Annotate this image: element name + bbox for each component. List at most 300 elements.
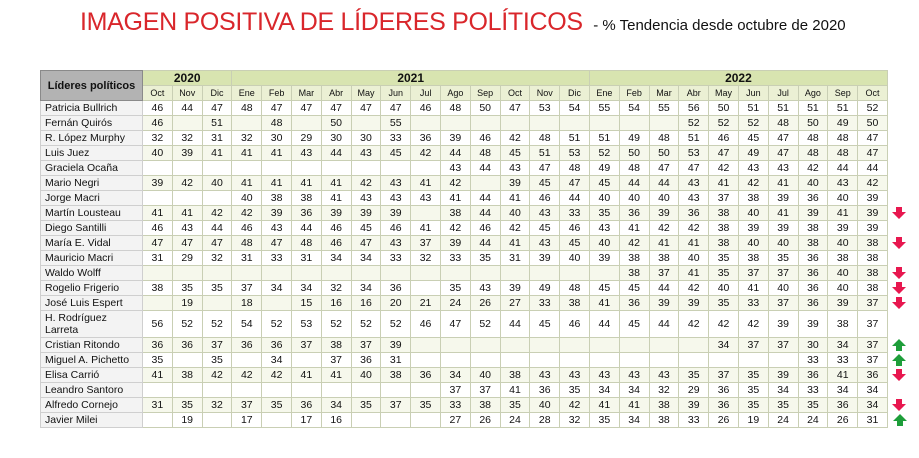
month-header: Ene <box>589 86 619 101</box>
value-cell: 54 <box>232 311 262 338</box>
value-cell: 44 <box>649 281 679 296</box>
value-cell: 39 <box>262 206 292 221</box>
value-cell: 43 <box>262 221 292 236</box>
table-row <box>41 338 912 353</box>
leader-name: Miguel A. Pichetto <box>41 353 143 368</box>
value-cell: 33 <box>440 398 470 413</box>
value-cell <box>560 116 590 131</box>
value-cell: 52 <box>679 116 709 131</box>
value-cell: 45 <box>738 131 768 146</box>
value-cell: 55 <box>589 101 619 116</box>
value-cell: 41 <box>411 221 441 236</box>
value-cell <box>470 176 500 191</box>
value-cell: 35 <box>709 266 739 281</box>
value-cell: 37 <box>470 383 500 398</box>
value-cell <box>679 353 709 368</box>
month-header: Dic <box>202 86 232 101</box>
value-cell: 30 <box>351 131 381 146</box>
value-cell: 36 <box>679 206 709 221</box>
value-cell <box>262 413 292 428</box>
value-cell: 38 <box>858 281 888 296</box>
value-cell: 18 <box>232 296 262 311</box>
value-cell: 32 <box>232 131 262 146</box>
value-cell: 39 <box>798 206 828 221</box>
value-cell: 35 <box>738 368 768 383</box>
value-cell: 41 <box>321 368 351 383</box>
trend-empty <box>887 311 911 338</box>
value-cell: 46 <box>232 221 262 236</box>
value-cell: 47 <box>172 236 202 251</box>
value-cell: 42 <box>709 311 739 338</box>
value-cell: 37 <box>738 266 768 281</box>
value-cell <box>560 338 590 353</box>
value-cell: 36 <box>709 398 739 413</box>
value-cell: 37 <box>232 398 262 413</box>
value-cell: 37 <box>858 296 888 311</box>
value-cell: 53 <box>291 311 321 338</box>
value-cell <box>143 191 173 206</box>
value-cell <box>470 353 500 368</box>
value-cell: 41 <box>500 383 530 398</box>
value-cell <box>411 338 441 353</box>
table-row <box>41 296 912 311</box>
value-cell: 37 <box>411 236 441 251</box>
value-cell <box>411 353 441 368</box>
value-cell: 45 <box>560 236 590 251</box>
value-cell: 39 <box>381 206 411 221</box>
value-cell: 37 <box>709 191 739 206</box>
month-header: Oct <box>143 86 173 101</box>
value-cell: 41 <box>202 146 232 161</box>
value-cell: 36 <box>828 398 858 413</box>
value-cell: 37 <box>440 383 470 398</box>
value-cell: 43 <box>619 368 649 383</box>
value-cell: 41 <box>589 398 619 413</box>
leader-name: José Luis Espert <box>41 296 143 311</box>
value-cell: 51 <box>828 101 858 116</box>
value-cell: 31 <box>381 353 411 368</box>
value-cell: 33 <box>828 353 858 368</box>
value-cell: 51 <box>560 131 590 146</box>
value-cell: 41 <box>828 368 858 383</box>
trend-empty <box>887 161 911 176</box>
leader-name: Luis Juez <box>41 146 143 161</box>
value-cell: 20 <box>381 296 411 311</box>
value-cell: 37 <box>321 353 351 368</box>
value-cell: 46 <box>321 221 351 236</box>
value-cell: 29 <box>172 251 202 266</box>
value-cell: 43 <box>470 281 500 296</box>
value-cell: 41 <box>321 176 351 191</box>
value-cell: 41 <box>440 191 470 206</box>
value-cell: 48 <box>560 281 590 296</box>
value-cell: 38 <box>798 221 828 236</box>
value-cell: 44 <box>589 311 619 338</box>
value-cell: 38 <box>738 251 768 266</box>
value-cell <box>470 116 500 131</box>
value-cell <box>470 266 500 281</box>
value-cell: 55 <box>649 101 679 116</box>
value-cell: 40 <box>768 236 798 251</box>
leader-name: Elisa Carrió <box>41 368 143 383</box>
value-cell: 27 <box>500 296 530 311</box>
trend-header-spacer <box>887 71 911 86</box>
month-header: Feb <box>262 86 292 101</box>
value-cell <box>262 296 292 311</box>
value-cell: 39 <box>679 296 709 311</box>
month-header: Feb <box>619 86 649 101</box>
value-cell <box>649 338 679 353</box>
leader-name: Leandro Santoro <box>41 383 143 398</box>
leaders-table <box>40 70 912 428</box>
leader-name: Rogelio Frigerio <box>41 281 143 296</box>
value-cell: 38 <box>321 338 351 353</box>
value-cell: 50 <box>619 146 649 161</box>
value-cell: 34 <box>828 338 858 353</box>
value-cell: 43 <box>530 236 560 251</box>
value-cell: 48 <box>560 161 590 176</box>
month-header: Sep <box>828 86 858 101</box>
trend-down-icon <box>887 368 911 383</box>
leader-name: Graciela Ocaña <box>41 161 143 176</box>
value-cell: 40 <box>649 191 679 206</box>
value-cell: 39 <box>768 191 798 206</box>
value-cell: 46 <box>470 221 500 236</box>
value-cell: 26 <box>709 413 739 428</box>
value-cell: 35 <box>738 398 768 413</box>
value-cell: 43 <box>649 368 679 383</box>
value-cell: 41 <box>262 146 292 161</box>
month-header: Oct <box>500 86 530 101</box>
value-cell: 44 <box>500 311 530 338</box>
value-cell <box>321 266 351 281</box>
value-cell: 41 <box>768 206 798 221</box>
value-cell: 39 <box>589 251 619 266</box>
value-cell: 47 <box>351 101 381 116</box>
trend-down-icon <box>887 236 911 251</box>
month-header: Jun <box>381 86 411 101</box>
value-cell: 21 <box>411 296 441 311</box>
value-cell: 41 <box>143 206 173 221</box>
value-cell: 33 <box>798 383 828 398</box>
value-cell <box>143 296 173 311</box>
value-cell: 44 <box>858 161 888 176</box>
value-cell: 48 <box>798 131 828 146</box>
month-header: Abr <box>321 86 351 101</box>
value-cell: 39 <box>500 281 530 296</box>
value-cell <box>172 266 202 281</box>
value-cell: 41 <box>589 296 619 311</box>
value-cell: 35 <box>589 206 619 221</box>
value-cell: 38 <box>143 281 173 296</box>
value-cell: 43 <box>589 368 619 383</box>
value-cell: 46 <box>143 221 173 236</box>
value-cell: 46 <box>411 101 441 116</box>
page-subtitle: - % Tendencia desde octubre de 2020 <box>593 17 846 34</box>
value-cell <box>232 161 262 176</box>
value-cell: 38 <box>649 413 679 428</box>
value-cell: 33 <box>738 296 768 311</box>
value-cell: 40 <box>619 191 649 206</box>
value-cell: 46 <box>411 311 441 338</box>
value-cell: 37 <box>351 338 381 353</box>
value-cell <box>351 266 381 281</box>
value-cell: 47 <box>649 161 679 176</box>
value-cell: 39 <box>172 146 202 161</box>
value-cell <box>679 338 709 353</box>
value-cell: 38 <box>709 206 739 221</box>
value-cell: 48 <box>232 236 262 251</box>
month-header: May <box>709 86 739 101</box>
value-cell: 45 <box>589 176 619 191</box>
value-cell: 53 <box>679 146 709 161</box>
value-cell <box>351 116 381 131</box>
value-cell: 31 <box>143 251 173 266</box>
value-cell: 43 <box>679 191 709 206</box>
value-cell: 39 <box>381 338 411 353</box>
value-cell: 47 <box>500 101 530 116</box>
value-cell: 52 <box>858 101 888 116</box>
value-cell: 50 <box>321 116 351 131</box>
value-cell: 46 <box>143 116 173 131</box>
value-cell: 27 <box>440 413 470 428</box>
trend-down-icon <box>887 281 911 296</box>
value-cell: 47 <box>381 101 411 116</box>
value-cell <box>649 353 679 368</box>
value-cell: 41 <box>232 146 262 161</box>
table-row <box>41 353 912 368</box>
value-cell: 37 <box>738 338 768 353</box>
value-cell: 39 <box>828 296 858 311</box>
value-cell: 40 <box>589 236 619 251</box>
value-cell: 47 <box>351 236 381 251</box>
value-cell: 42 <box>440 176 470 191</box>
value-cell: 48 <box>619 161 649 176</box>
value-cell: 39 <box>858 206 888 221</box>
value-cell: 44 <box>649 176 679 191</box>
value-cell: 37 <box>232 281 262 296</box>
value-cell: 35 <box>709 296 739 311</box>
title-block <box>80 8 846 37</box>
value-cell: 35 <box>560 383 590 398</box>
value-cell: 36 <box>619 206 649 221</box>
value-cell: 44 <box>440 146 470 161</box>
value-cell: 34 <box>321 398 351 413</box>
value-cell: 44 <box>828 161 858 176</box>
value-cell: 46 <box>560 311 590 338</box>
value-cell: 36 <box>411 368 441 383</box>
value-cell: 32 <box>321 281 351 296</box>
value-cell: 42 <box>172 176 202 191</box>
value-cell: 41 <box>738 281 768 296</box>
value-cell: 39 <box>440 236 470 251</box>
value-cell: 37 <box>768 266 798 281</box>
value-cell: 50 <box>709 101 739 116</box>
value-cell: 40 <box>143 146 173 161</box>
leader-name: Alfredo Cornejo <box>41 398 143 413</box>
arrow-down-icon <box>891 369 907 381</box>
value-cell: 30 <box>262 131 292 146</box>
value-cell: 33 <box>679 413 709 428</box>
value-cell: 16 <box>351 296 381 311</box>
value-cell <box>560 353 590 368</box>
value-cell: 41 <box>172 206 202 221</box>
value-cell: 41 <box>500 236 530 251</box>
value-cell: 39 <box>768 368 798 383</box>
value-cell: 36 <box>858 368 888 383</box>
value-cell: 39 <box>798 311 828 338</box>
value-cell: 41 <box>619 398 649 413</box>
value-cell: 54 <box>560 101 590 116</box>
value-cell: 45 <box>619 281 649 296</box>
value-cell <box>202 383 232 398</box>
value-cell: 43 <box>381 191 411 206</box>
value-cell: 34 <box>262 353 292 368</box>
table-row <box>41 146 912 161</box>
value-cell <box>172 116 202 131</box>
arrow-down-icon <box>891 207 907 219</box>
value-cell: 39 <box>828 221 858 236</box>
trend-empty <box>887 101 911 116</box>
leader-name: Patricia Bullrich <box>41 101 143 116</box>
month-header: Ene <box>232 86 262 101</box>
table-row <box>41 368 912 383</box>
value-cell <box>172 191 202 206</box>
value-cell: 34 <box>828 383 858 398</box>
value-cell: 42 <box>500 221 530 236</box>
value-cell: 36 <box>798 266 828 281</box>
value-cell: 32 <box>172 131 202 146</box>
value-cell: 44 <box>470 236 500 251</box>
value-cell <box>470 338 500 353</box>
value-cell: 37 <box>291 338 321 353</box>
value-cell: 42 <box>738 311 768 338</box>
value-cell: 42 <box>560 398 590 413</box>
value-cell <box>202 191 232 206</box>
trend-empty <box>887 176 911 191</box>
value-cell: 38 <box>709 221 739 236</box>
table-row <box>41 398 912 413</box>
value-cell: 34 <box>291 281 321 296</box>
value-cell: 24 <box>500 413 530 428</box>
trend-down-icon <box>887 266 911 281</box>
value-cell: 47 <box>768 146 798 161</box>
value-cell: 47 <box>709 146 739 161</box>
value-cell: 47 <box>560 176 590 191</box>
value-cell: 36 <box>619 296 649 311</box>
value-cell <box>202 296 232 311</box>
value-cell: 36 <box>232 338 262 353</box>
value-cell: 41 <box>291 368 321 383</box>
value-cell <box>589 266 619 281</box>
value-cell <box>500 353 530 368</box>
trend-empty <box>887 116 911 131</box>
value-cell: 17 <box>291 413 321 428</box>
value-cell: 36 <box>291 206 321 221</box>
value-cell: 33 <box>798 353 828 368</box>
value-cell <box>381 413 411 428</box>
leader-name: Waldo Wolff <box>41 266 143 281</box>
table-row <box>41 191 912 206</box>
value-cell: 43 <box>411 191 441 206</box>
value-cell: 36 <box>351 353 381 368</box>
value-cell: 45 <box>381 146 411 161</box>
value-cell: 33 <box>381 251 411 266</box>
value-cell: 36 <box>798 296 828 311</box>
value-cell: 42 <box>858 176 888 191</box>
value-cell: 33 <box>440 251 470 266</box>
value-cell: 34 <box>589 383 619 398</box>
value-cell: 47 <box>768 131 798 146</box>
value-cell: 34 <box>440 368 470 383</box>
value-cell: 40 <box>828 266 858 281</box>
value-cell: 42 <box>411 146 441 161</box>
value-cell: 32 <box>202 398 232 413</box>
value-cell: 40 <box>828 236 858 251</box>
trend-up-icon <box>887 353 911 368</box>
value-cell: 31 <box>500 251 530 266</box>
value-cell: 37 <box>858 338 888 353</box>
leader-name: H. Rodríguez Larreta <box>41 311 143 338</box>
corner-label: Líderes políticos <box>41 71 143 101</box>
value-cell: 43 <box>589 221 619 236</box>
value-cell: 52 <box>321 311 351 338</box>
value-cell: 40 <box>709 281 739 296</box>
month-header: Nov <box>172 86 202 101</box>
value-cell <box>411 161 441 176</box>
value-cell: 53 <box>560 146 590 161</box>
table-row <box>41 266 912 281</box>
value-cell: 48 <box>470 146 500 161</box>
table-row <box>41 383 912 398</box>
value-cell: 38 <box>649 398 679 413</box>
value-cell <box>202 161 232 176</box>
value-cell: 42 <box>440 221 470 236</box>
leader-name: Martín Lousteau <box>41 206 143 221</box>
value-cell: 45 <box>619 311 649 338</box>
value-cell: 31 <box>202 131 232 146</box>
value-cell: 38 <box>619 266 649 281</box>
value-cell: 52 <box>709 116 739 131</box>
arrow-up-icon <box>891 339 907 351</box>
value-cell: 35 <box>202 353 232 368</box>
value-cell: 47 <box>202 236 232 251</box>
value-cell <box>232 383 262 398</box>
value-cell: 29 <box>291 131 321 146</box>
trend-down-icon <box>887 206 911 221</box>
value-cell <box>619 353 649 368</box>
value-cell: 40 <box>828 191 858 206</box>
value-cell: 33 <box>262 251 292 266</box>
value-cell: 36 <box>143 338 173 353</box>
value-cell: 43 <box>381 236 411 251</box>
value-cell: 41 <box>649 236 679 251</box>
value-cell: 43 <box>351 191 381 206</box>
value-cell: 49 <box>589 161 619 176</box>
value-cell: 38 <box>470 398 500 413</box>
value-cell: 38 <box>709 236 739 251</box>
value-cell: 42 <box>679 281 709 296</box>
value-cell: 34 <box>351 251 381 266</box>
value-cell <box>500 338 530 353</box>
value-cell: 35 <box>172 281 202 296</box>
value-cell: 41 <box>262 176 292 191</box>
value-cell: 38 <box>649 251 679 266</box>
value-cell: 39 <box>768 221 798 236</box>
value-cell: 47 <box>291 101 321 116</box>
value-cell: 48 <box>798 146 828 161</box>
arrow-up-icon <box>892 414 908 426</box>
